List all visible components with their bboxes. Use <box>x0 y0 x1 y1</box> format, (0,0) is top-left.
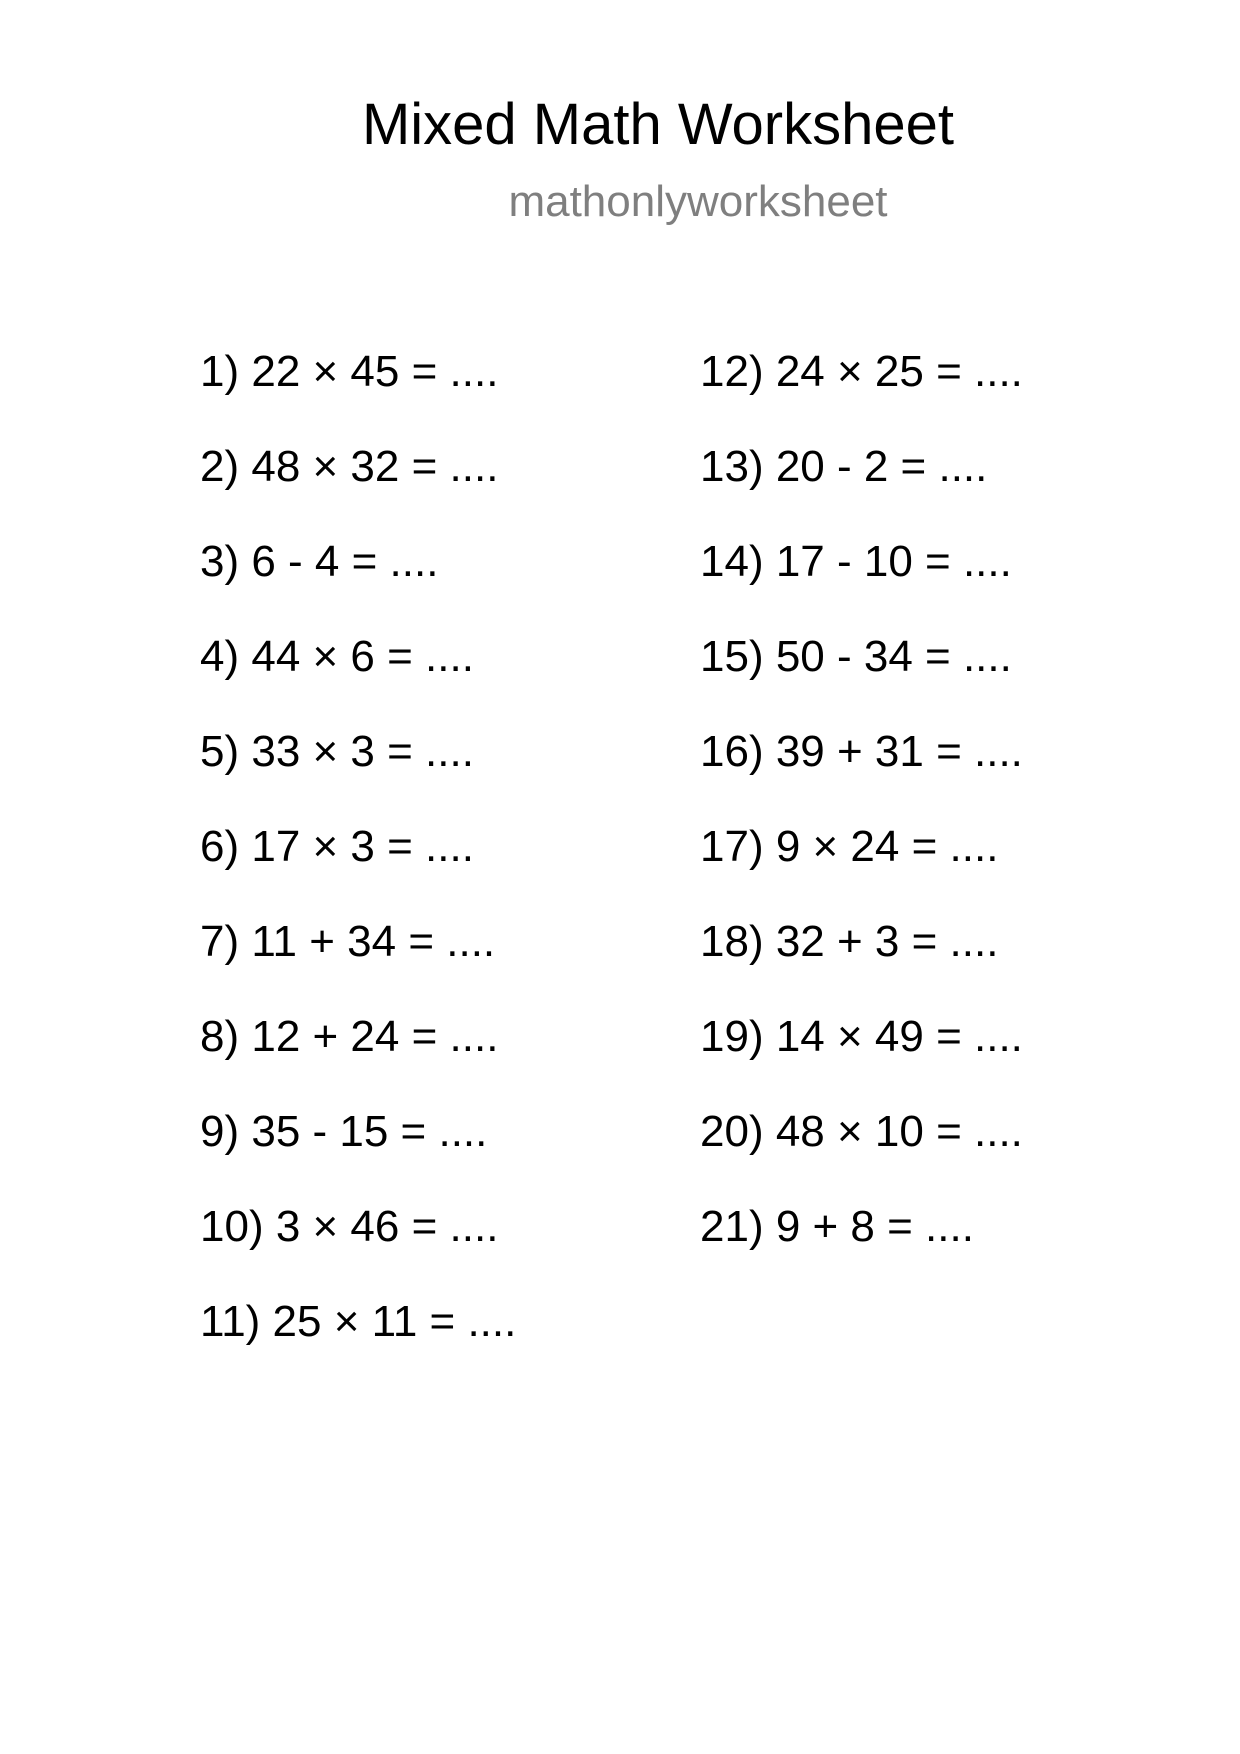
problem-12: 12) 24 × 25 = .... <box>700 347 1023 396</box>
problem-column-right <box>700 347 1023 1300</box>
problem-11: 11) 25 × 11 = .... <box>200 1297 517 1346</box>
problem-21: 21) 9 + 8 = .... <box>700 1202 974 1251</box>
problem-4: 4) 44 × 6 = .... <box>200 632 474 681</box>
page-subtitle: mathonlyworksheet <box>508 177 888 226</box>
problem-3: 3) 6 - 4 = .... <box>200 537 439 586</box>
problem-1: 1) 22 × 45 = .... <box>200 347 499 396</box>
problem-7: 7) 11 + 34 = .... <box>200 917 496 966</box>
problem-20: 20) 48 × 10 = .... <box>700 1107 1023 1156</box>
problem-9: 9) 35 - 15 = .... <box>200 1107 488 1156</box>
problem-column-left <box>200 347 517 1395</box>
problem-2: 2) 48 × 32 = .... <box>200 442 499 491</box>
problem-10: 10) 3 × 46 = .... <box>200 1202 499 1251</box>
problem-16: 16) 39 + 31 = .... <box>700 727 1023 776</box>
problem-6: 6) 17 × 3 = .... <box>200 822 474 871</box>
problem-13: 13) 20 - 2 = .... <box>700 442 988 491</box>
problem-14: 14) 17 - 10 = .... <box>700 537 1012 586</box>
problem-8: 8) 12 + 24 = .... <box>200 1012 499 1061</box>
problem-5: 5) 33 × 3 = .... <box>200 727 474 776</box>
problem-19: 19) 14 × 49 = .... <box>700 1012 1023 1061</box>
problem-17: 17) 9 × 24 = .... <box>700 822 999 871</box>
problem-15: 15) 50 - 34 = .... <box>700 632 1012 681</box>
page-title: Mixed Math Worksheet <box>361 92 955 157</box>
problem-18: 18) 32 + 3 = .... <box>700 917 999 966</box>
